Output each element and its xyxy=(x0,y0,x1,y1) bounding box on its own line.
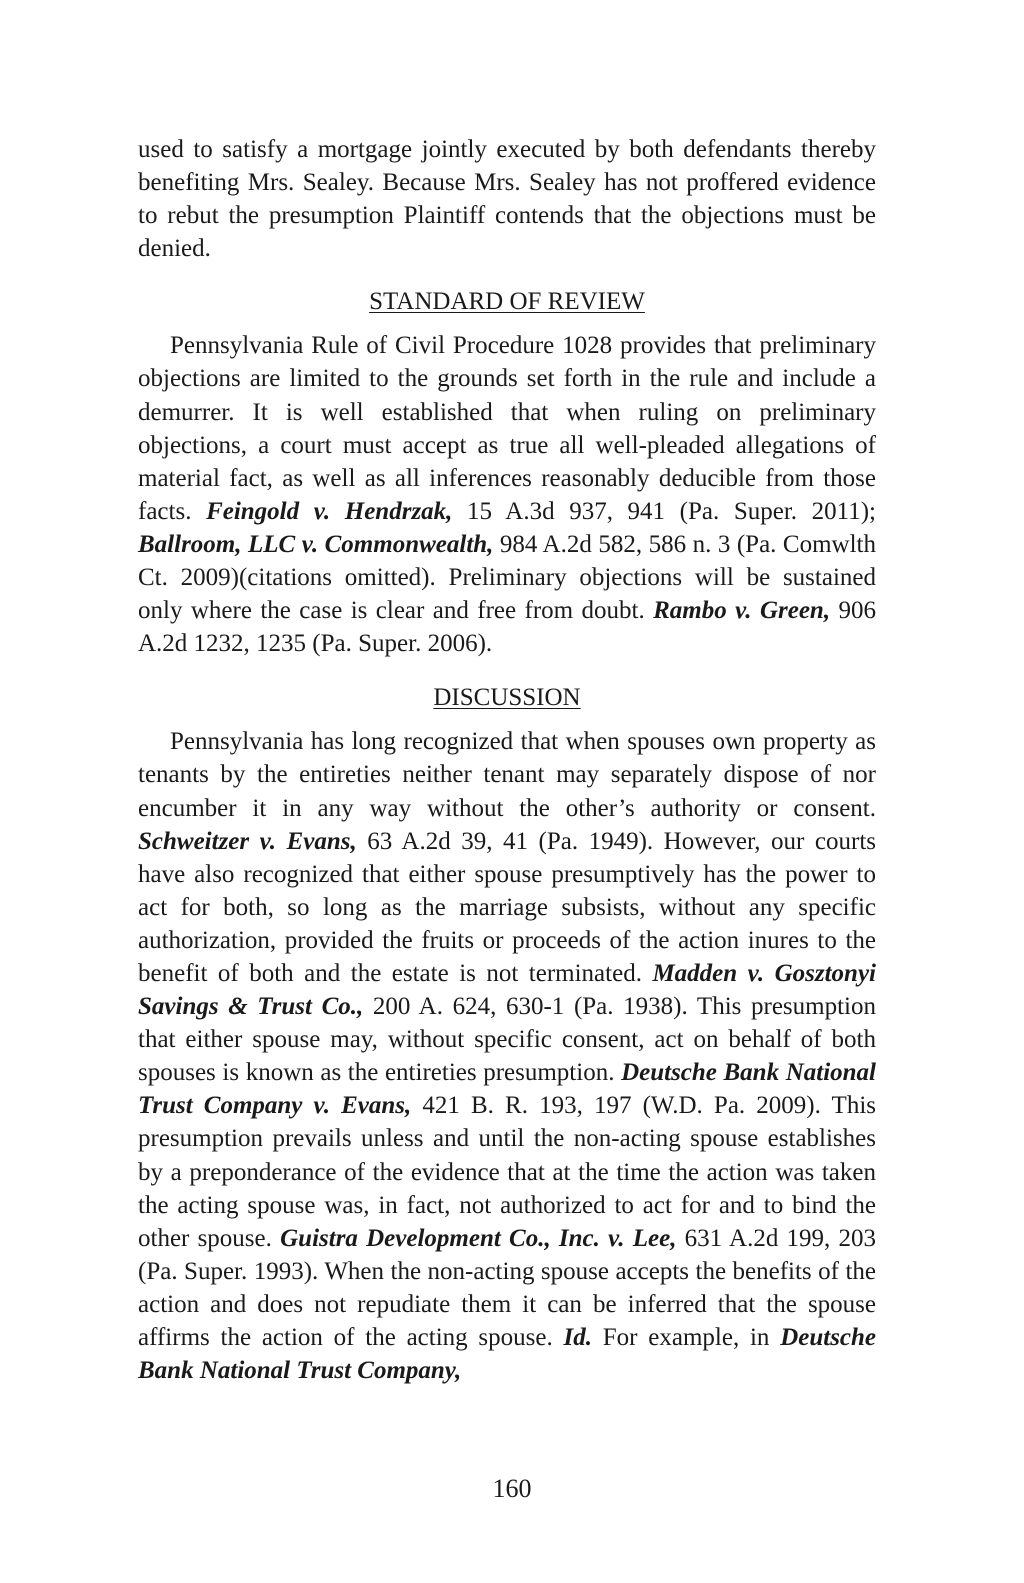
body-text: 63 A.2d 39, 41 (Pa. 1949). However, our courts have also recognized that either spouse presumptively has the power to act for both, so long as the marriage subsists, without any specific authorization, provided the fruits or proceeds of the action inures to the benefit of both and the estate is not terminated. xyxy=(138,827,876,987)
case-citation: Guistra Development Co., Inc. v. Lee, xyxy=(280,1224,677,1252)
case-citation: Madden v. Gosztonyi Savings & Trust Co., xyxy=(138,959,876,1021)
body-text: For example, in xyxy=(592,1324,781,1351)
body-text: 631 A.2d 199, 203 (Pa. Super. 1993). When the non-acting spouse accepts the benefits of the action and does not repudiate them it can be inferred that the spouse affirms the action of the acting spouse. xyxy=(138,1224,877,1351)
discussion-heading: DISCUSSION xyxy=(433,684,581,712)
document-page xyxy=(138,133,876,1387)
body-text: 15 A.3d 937, 941 (Pa. Super. 2011); xyxy=(452,497,877,525)
standard-of-review-paragraph xyxy=(138,329,876,660)
case-citation: Schweitzer v. Evans, xyxy=(138,827,357,855)
body-text: 906 A.2d 1232, 1235 (Pa. Super. 2006). xyxy=(138,597,876,658)
body-text: 984 A.2d 582, 586 n. 3 (Pa. Comwlth Ct. 2009)(citations omitted). Preliminary objections will be sustained only where the case is clear and free from doubt. xyxy=(138,530,876,625)
body-text: 421 B. R. 193, 197 (W.D. Pa. 2009). This presumption prevails unless and until the non-acting spouse establishes by a preponderance of the evidence that at the time the action was taken the acting spouse was, in fact, not authorized to act for and to bind the other spouse. xyxy=(138,1092,876,1252)
page-number: 160 xyxy=(492,1474,532,1503)
case-citation: Deutsche Bank National Trust Company, xyxy=(138,1324,877,1385)
case-citation: Rambo v. Green, xyxy=(653,597,831,625)
case-citation: Feingold v. Hendrzak, xyxy=(206,497,453,525)
case-citation: Deutsche Bank National Trust Company v. Evans, xyxy=(138,1059,876,1120)
body-text: 200 A. 624, 630-1 (Pa. 1938). This presumption that either spouse may, without specific consent, act on behalf of both spouses is known as the entireties presumption. xyxy=(138,993,876,1087)
body-text: Pennsylvania has long recognized that when spouses own property as tenants by the entireties neither tenant may separately dispose of nor encumber it in any way without the other’s authority or consent. xyxy=(138,728,876,822)
case-citation: Id. xyxy=(563,1324,592,1351)
standard-of-review-heading: STANDARD OF REVIEW xyxy=(369,288,645,316)
intro-paragraph: used to satisfy a mortgage jointly executed by both defendants thereby benefiting Mrs. Sealey. Because Mrs. Sealey has not proffered evidence to rebut the presumption Plaintiff contends that the objections must be denied. xyxy=(138,136,876,263)
case-citation: Ballroom, LLC v. Commonwealth, xyxy=(138,530,494,558)
discussion-paragraph xyxy=(138,725,876,1387)
body-text: Pennsylvania Rule of Civil Procedure 1028 provides that preliminary objections are limited to the grounds set forth in the rule and include a demurrer. It is well established that when ruling on preliminary objections, a court must accept as true all well-pleaded allegations of material fact, as well as all inferences reasonably deducible from those facts. xyxy=(138,332,876,525)
